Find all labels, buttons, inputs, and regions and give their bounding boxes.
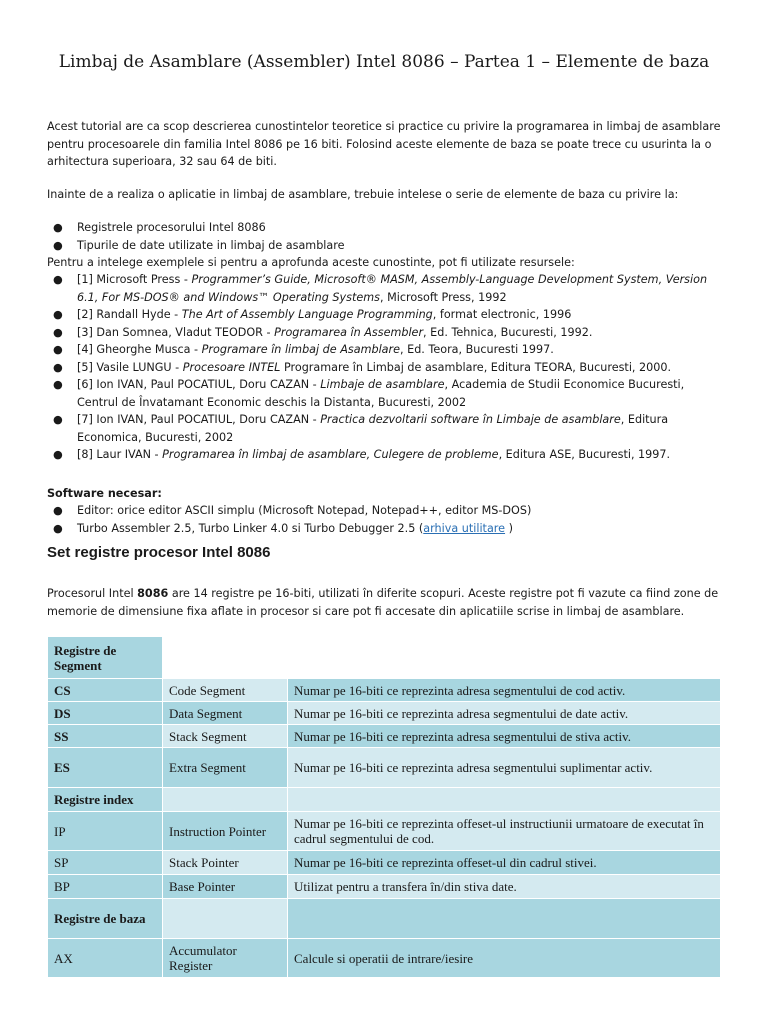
group-header-segment: Registre de Segment [48,637,163,679]
bullet-icon: ● [53,378,63,391]
reference-item: ● [5] Vasile LUNGU - Procesoare INTEL Programare în Limbaj de asamblare, Editura TEORA, Bucuresti, 2000. [47,359,727,377]
bullet-icon: ● [53,413,63,426]
reference-item: ● [4] Gheorghe Musca - Programare în limbaj de Asamblare, Ed. Teora, Bucuresti 1997. [47,341,727,359]
table-cell [288,899,721,939]
group-header-base: Registre de baza [48,899,163,939]
register-description: Numar pe 16-biti ce reprezinta offeset-ul din cadrul stivei. [288,851,721,875]
bullet-icon: ● [53,504,63,517]
register-name: Code Segment [163,679,288,702]
register-code: ES [48,748,163,788]
table-row [48,939,721,978]
software-item: ● Turbo Assembler 2.5, Turbo Linker 4.0 si Turbo Debugger 2.5 (arhiva utilitare ) [47,520,727,538]
bullet-icon: ● [53,308,63,321]
reference-item: ● [7] Ion IVAN, Paul POCATIUL, Doru CAZAN - Practica dezvoltarii software în Limbaje de asamblare, Editura Economica, Bucuresti, 2002 [53,413,669,444]
register-name: Base Pointer [163,875,288,899]
references-list [47,271,727,464]
register-description: Calcule si operatii de intrare/iesire [288,939,721,978]
software-heading: Software necesar: [47,487,162,500]
table-row [48,637,721,679]
register-code: SS [48,725,163,748]
register-name: Accumulator Register [163,939,288,978]
software-list [47,502,727,537]
intro-paragraph: Acest tutorial are ca scop descrierea cunostintelor teoretice si practice cu privire la programarea in limbaj de asamblare pentru procesoarele din familia Intel 8086 pe 16 biti. Folosind aceste elemente de baza se poate trece cu usurinta la o arhitectura superioara, 32 sau 64 de biti. [47,120,721,168]
table-cell [163,899,288,939]
basics-list [47,219,727,254]
table-row [48,875,721,899]
bullet-icon: ● [53,325,63,339]
bullet-icon: ● [53,238,63,252]
register-description: Numar pe 16-biti ce reprezinta adresa segmentului de stiva activ. [288,725,721,748]
table-row [48,748,721,788]
register-description: Utilizat pentru a transfera în/din stiva date. [288,875,721,899]
register-name: Stack Segment [163,725,288,748]
register-name: Data Segment [163,702,288,725]
register-name: Instruction Pointer [163,812,288,851]
bullet-icon: ● [53,273,63,286]
software-item: ● Editor: orice editor ASCII simplu (Microsoft Notepad, Notepad++, editor MS-DOS) [47,502,727,520]
table-row [48,679,721,702]
reference-item: ● [1] Microsoft Press - Programmer’s Guide, Microsoft® MASM, Assembly-Language Development System, Version 6.1, For MS-DOS® and Windows™ Operating Systems, Microsoft Press, 1992 [53,273,708,304]
group-header-index: Registre index [48,788,163,812]
bullet-icon: ● [53,360,63,374]
reference-item: ● [6] Ion IVAN, Paul POCATIUL, Doru CAZAN - Limbaje de asamblare, Academia de Studii Economice Bucuresti, Centrul de Învatamant Economic deschis la Distanta, Bucuresti, 2002 [53,378,685,409]
table-row [48,702,721,725]
reference-item: ● [8] Laur IVAN - Programarea în limbaj de asamblare, Culegere de probleme, Editura ASE, Bucuresti, 1997. [47,446,727,464]
register-code: AX [48,939,163,978]
register-name: Extra Segment [163,748,288,788]
reference-item: ● [2] Randall Hyde - The Art of Assembly Language Programming, format electronic, 1996 [47,306,727,324]
table-cell [288,637,721,679]
table-cell [288,788,721,812]
section-paragraph: Procesorul Intel 8086 are 14 registre pe 16-biti, utilizati în diferite scopuri. Aceste registre pot fi vazute ca fiind zone de memorie de dimensiune fixa aflate in procesor si care pot fi accesate din aplicatiile scrise in limbaj de asamblare. [47,587,719,618]
register-code: DS [48,702,163,725]
register-name: Stack Pointer [163,851,288,875]
register-code: IP [48,812,163,851]
register-code: SP [48,851,163,875]
table-cell [163,637,288,679]
register-description: Numar pe 16-biti ce reprezinta offeset-ul instructiunii urmatoare de executat în cadrul segmentului de cod. [288,812,721,851]
list-item: ● Registrele procesorului Intel 8086 [47,219,727,237]
bullet-icon: ● [53,521,63,535]
utilities-archive-link[interactable]: arhiva utilitare [423,521,506,535]
table-row [48,812,721,851]
section-heading: Set registre procesor Intel 8086 [47,544,271,561]
page-title: Limbaj de Asamblare (Assembler) Intel 8086 – Partea 1 – Elemente de baza [58,52,710,72]
reference-item: ● [3] Dan Somnea, Vladut TEODOR - Programarea în Assembler, Ed. Tehnica, Bucuresti, 1992. [47,324,727,342]
register-description: Numar pe 16-biti ce reprezinta adresa segmentului de cod activ. [288,679,721,702]
register-description: Numar pe 16-biti ce reprezinta adresa segmentului de date activ. [288,702,721,725]
register-description: Numar pe 16-biti ce reprezinta adresa segmentului suplimentar activ. [288,748,721,788]
registers-table [47,636,721,978]
table-row [48,899,721,939]
list-item: ● Tipurile de date utilizate in limbaj de asamblare [47,237,727,255]
bullet-icon: ● [53,343,63,356]
bullet-icon: ● [53,448,63,461]
table-row [48,788,721,812]
prerequisites-paragraph: Inainte de a realiza o aplicatie in limbaj de asamblare, trebuie intelese o serie de elemente de baza cu privire la: [47,188,679,201]
register-code: BP [48,875,163,899]
resources-intro: Pentru a intelege exemplele si pentru a aprofunda aceste cunostinte, pot fi utilizate resursele: [47,256,575,269]
table-row [48,851,721,875]
table-row [48,725,721,748]
table-cell [163,788,288,812]
register-code: CS [48,679,163,702]
bullet-icon: ● [53,221,63,234]
